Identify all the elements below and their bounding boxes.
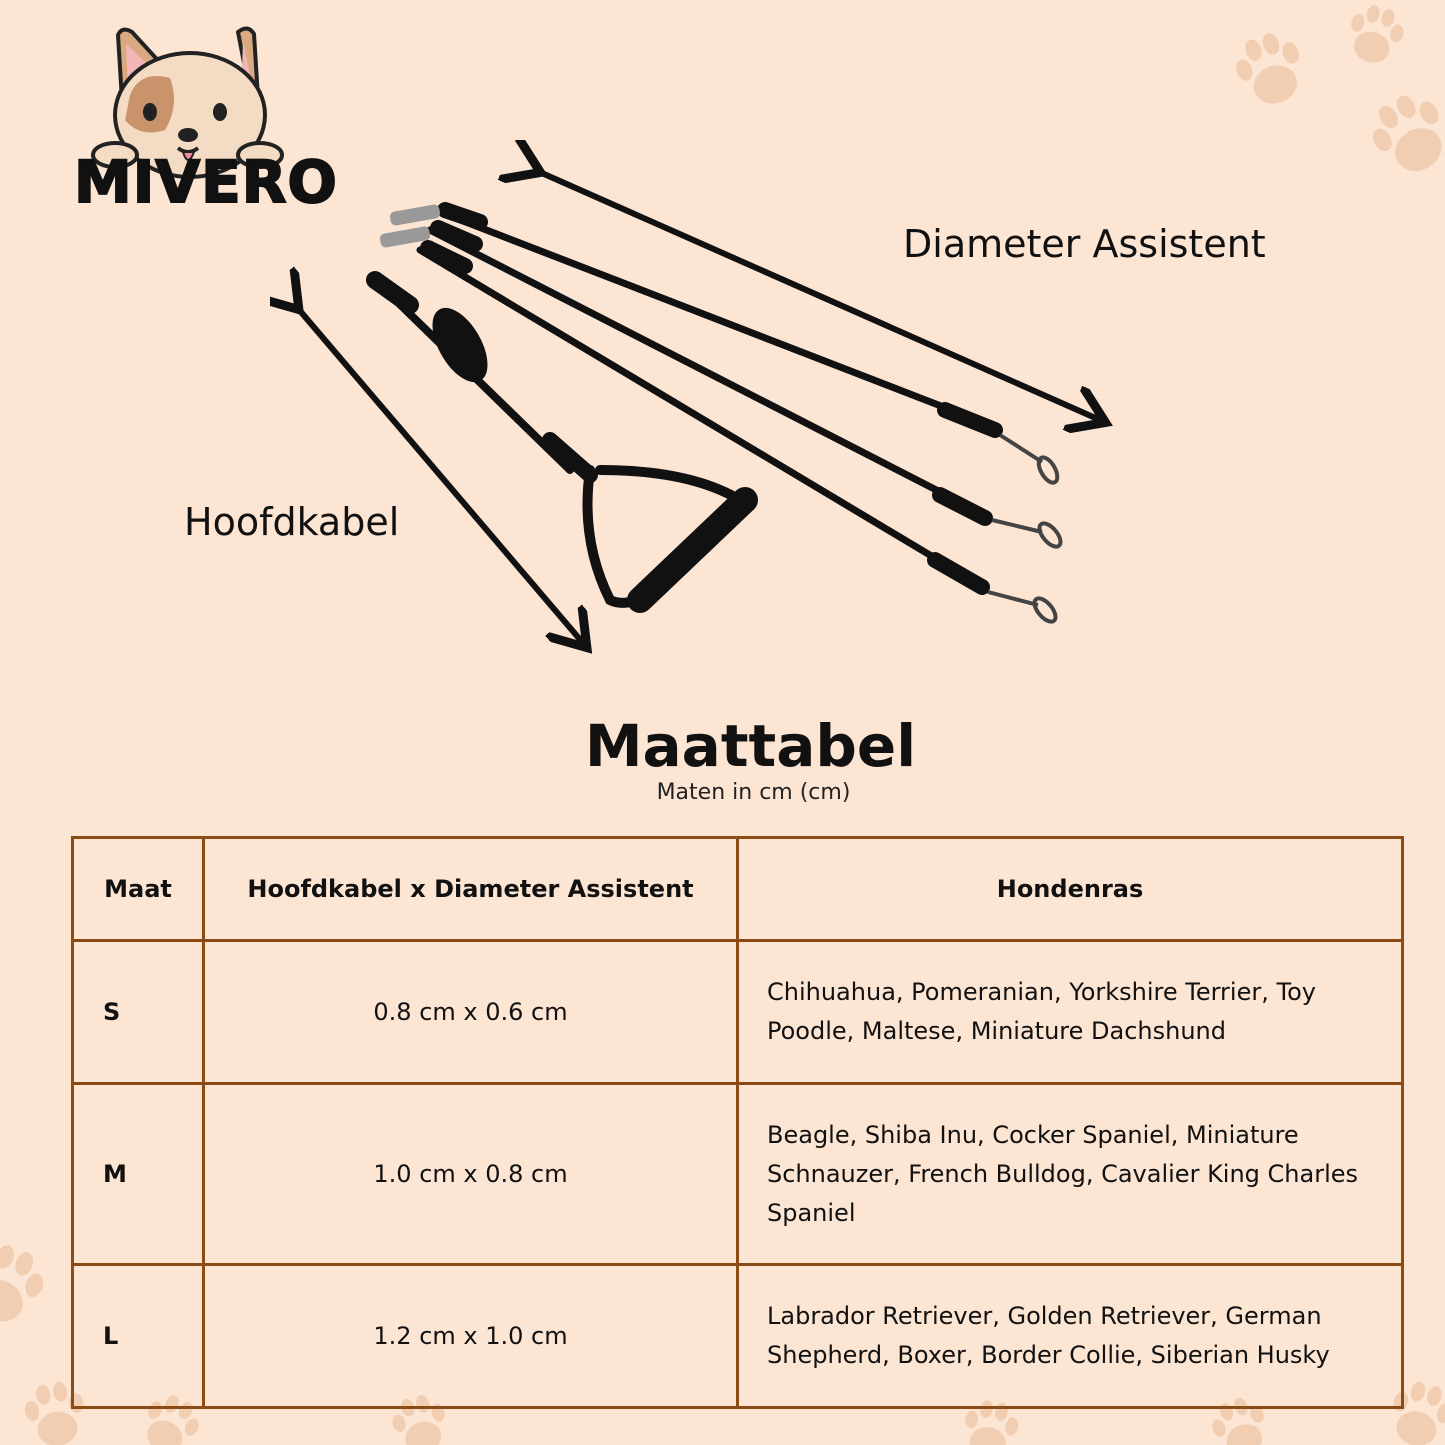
main-cable-label: Hoofdkabel: [184, 500, 400, 544]
dimensions-cell: 0.8 cm x 0.6 cm: [204, 941, 738, 1084]
paw-icon: [1361, 84, 1445, 185]
size-cell: L: [73, 1265, 204, 1408]
breeds-cell: Labrador Retriever, Golden Retriever, German Shepherd, Boxer, Border Collie, Siberian Husky: [738, 1265, 1403, 1408]
main-cable-arrow: [295, 305, 583, 643]
brand-wordmark: MIVERO: [74, 148, 338, 216]
paw-icon: [1343, 0, 1409, 69]
header-size: Maat: [73, 838, 204, 941]
table-row: [73, 1265, 1403, 1408]
dimensions-cell: 1.0 cm x 0.8 cm: [204, 1084, 738, 1265]
paw-icon: [0, 1237, 52, 1332]
paw-icon: [1228, 26, 1313, 113]
table-header-row: [73, 838, 1403, 941]
breeds-cell: Beagle, Shiba Inu, Cocker Spaniel, Miniature Schnauzer, French Bulldog, Cavalier King Charles Spaniel: [738, 1084, 1403, 1265]
diameter-arrow: [535, 170, 1100, 420]
leash-product-image: [270, 140, 1150, 670]
size-cell: M: [73, 1084, 204, 1265]
diameter-assistant-label: Diameter Assistent: [903, 222, 1266, 266]
header-breeds: Hondenras: [738, 838, 1403, 941]
table-row: [73, 941, 1403, 1084]
size-table: [71, 836, 1404, 1409]
dimensions-cell: 1.2 cm x 1.0 cm: [204, 1265, 738, 1408]
header-dimensions: Hoofdkabel x Diameter Assistent: [204, 838, 738, 941]
size-chart-title: Maattabel: [584, 712, 917, 780]
table-row: [73, 1084, 1403, 1265]
size-chart-subtitle: Maten in cm (cm): [656, 780, 851, 805]
size-cell: S: [73, 941, 204, 1084]
breeds-cell: Chihuahua, Pomeranian, Yorkshire Terrier, Toy Poodle, Maltese, Miniature Dachshund: [738, 941, 1403, 1084]
